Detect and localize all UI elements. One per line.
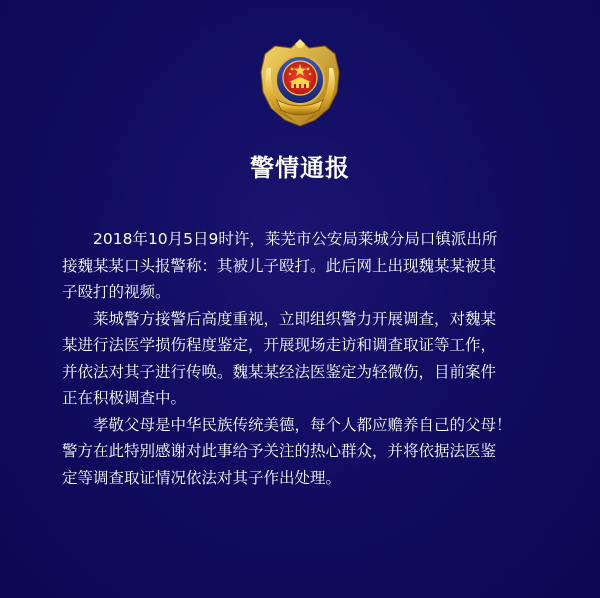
police-emblem-icon bbox=[255, 38, 345, 130]
paragraph-line: 定等调查取证情况依法对其子作出处理。 bbox=[62, 468, 342, 487]
paragraph-line: 子殴打的视频。 bbox=[62, 283, 171, 301]
notice-title: 警情通报 bbox=[250, 154, 350, 182]
paragraph-3 bbox=[62, 412, 552, 492]
paragraph-line: 某进行法医学损伤程度鉴定，开展现场走访和调查取证等工作， bbox=[62, 336, 497, 354]
notice-body bbox=[62, 226, 552, 491]
paragraph-line: 2018年10月5日9时许，莱芜市公安局莱城分局口镇派出所 bbox=[93, 230, 498, 248]
paragraph-line: 接魏某某口头报警称：其被儿子殴打。此后网上出现魏某某被其 bbox=[62, 256, 497, 275]
paragraph-2 bbox=[62, 306, 552, 412]
paragraph-line: 警方在此特别感谢对此事给予关注的热心群众，并将依据法医鉴 bbox=[62, 442, 497, 460]
paragraph-line: 正在积极调查中。 bbox=[62, 389, 187, 407]
paragraph-line: 莱城警方接警后高度重视，立即组织警力开展调查，对魏某 bbox=[93, 309, 497, 328]
paragraph-1 bbox=[62, 226, 552, 306]
paragraph-line: 孝敬父母是中华民族传统美德，每个人都应赡养自己的父母！ bbox=[93, 415, 512, 434]
paragraph-line: 并依法对其子进行传唤。魏某某经法医鉴定为轻微伤，目前案件 bbox=[62, 362, 497, 381]
